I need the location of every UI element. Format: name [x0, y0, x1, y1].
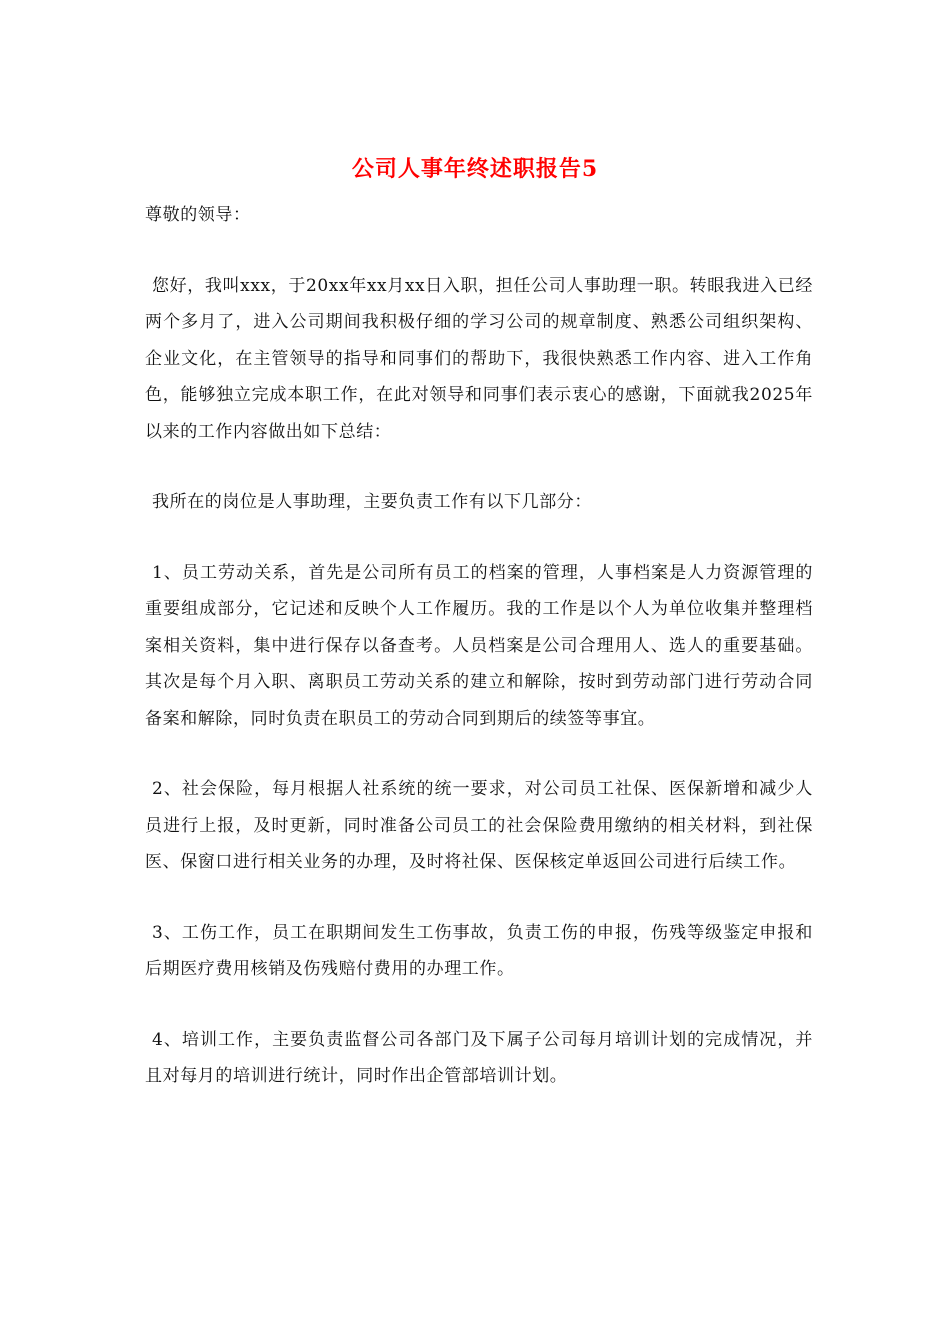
paragraph-labor-relations: 1、员工劳动关系，首先是公司所有员工的档案的管理，人事档案是人力资源管理的重要组成部分，它记述和反映个人工作履历。我的工作是以个人为单位收集并整理档案相关资料，集中进行保存以备查考。人员档案是公司合理用人、选人的重要基础。其次是每个月入职、离职员工劳动关系的建立和解除，按时到劳动部门进行劳动合同备案和解除，同时负责在职员工的劳动合同到期后的续签等事宜。: [145, 562, 813, 729]
paragraph-work-injury: 3、工伤工作，员工在职期间发生工伤事故，负责工伤的申报，伤残等级鉴定申报和后期医疗费用核销及伤残赔付费用的办理工作。: [145, 922, 813, 979]
paragraph-duties-overview: 我所在的岗位是人事助理，主要负责工作有以下几部分：: [152, 492, 592, 512]
document-body: [145, 197, 813, 1129]
greeting-line: 尊敬的领导：: [145, 205, 251, 225]
paragraph-training: 4、培训工作，主要负责监督公司各部门及下属子公司每月培训计划的完成情况，并且对每月的培训进行统计，同时作出企管部培训计划。: [145, 1029, 813, 1086]
paragraph-social-insurance: 2、社会保险，每月根据人社系统的统一要求，对公司员工社保、医保新增和减少人员进行上报，及时更新，同时准备公司员工的社会保险费用缴纳的相关材料，到社保医、保窗口进行相关业务的办理，及时将社保、医保核定单返回公司进行后续工作。: [145, 779, 813, 872]
paragraph-intro: 您好，我叫xxx，于20xx年xx月xx日入职，担任公司人事助理一职。转眼我进入已经两个多月了，进入公司期间我积极仔细的学习公司的规章制度、熟悉公司组织架构、企业文化，在主管领导的指导和同事们的帮助下，我很快熟悉工作内容、进入工作角色，能够独立完成本职工作，在此对领导和同事们表示衷心的感谢，下面就我2025年以来的工作内容做出如下总结：: [145, 275, 813, 442]
document-title: 公司人事年终述职报告5: [351, 156, 599, 182]
